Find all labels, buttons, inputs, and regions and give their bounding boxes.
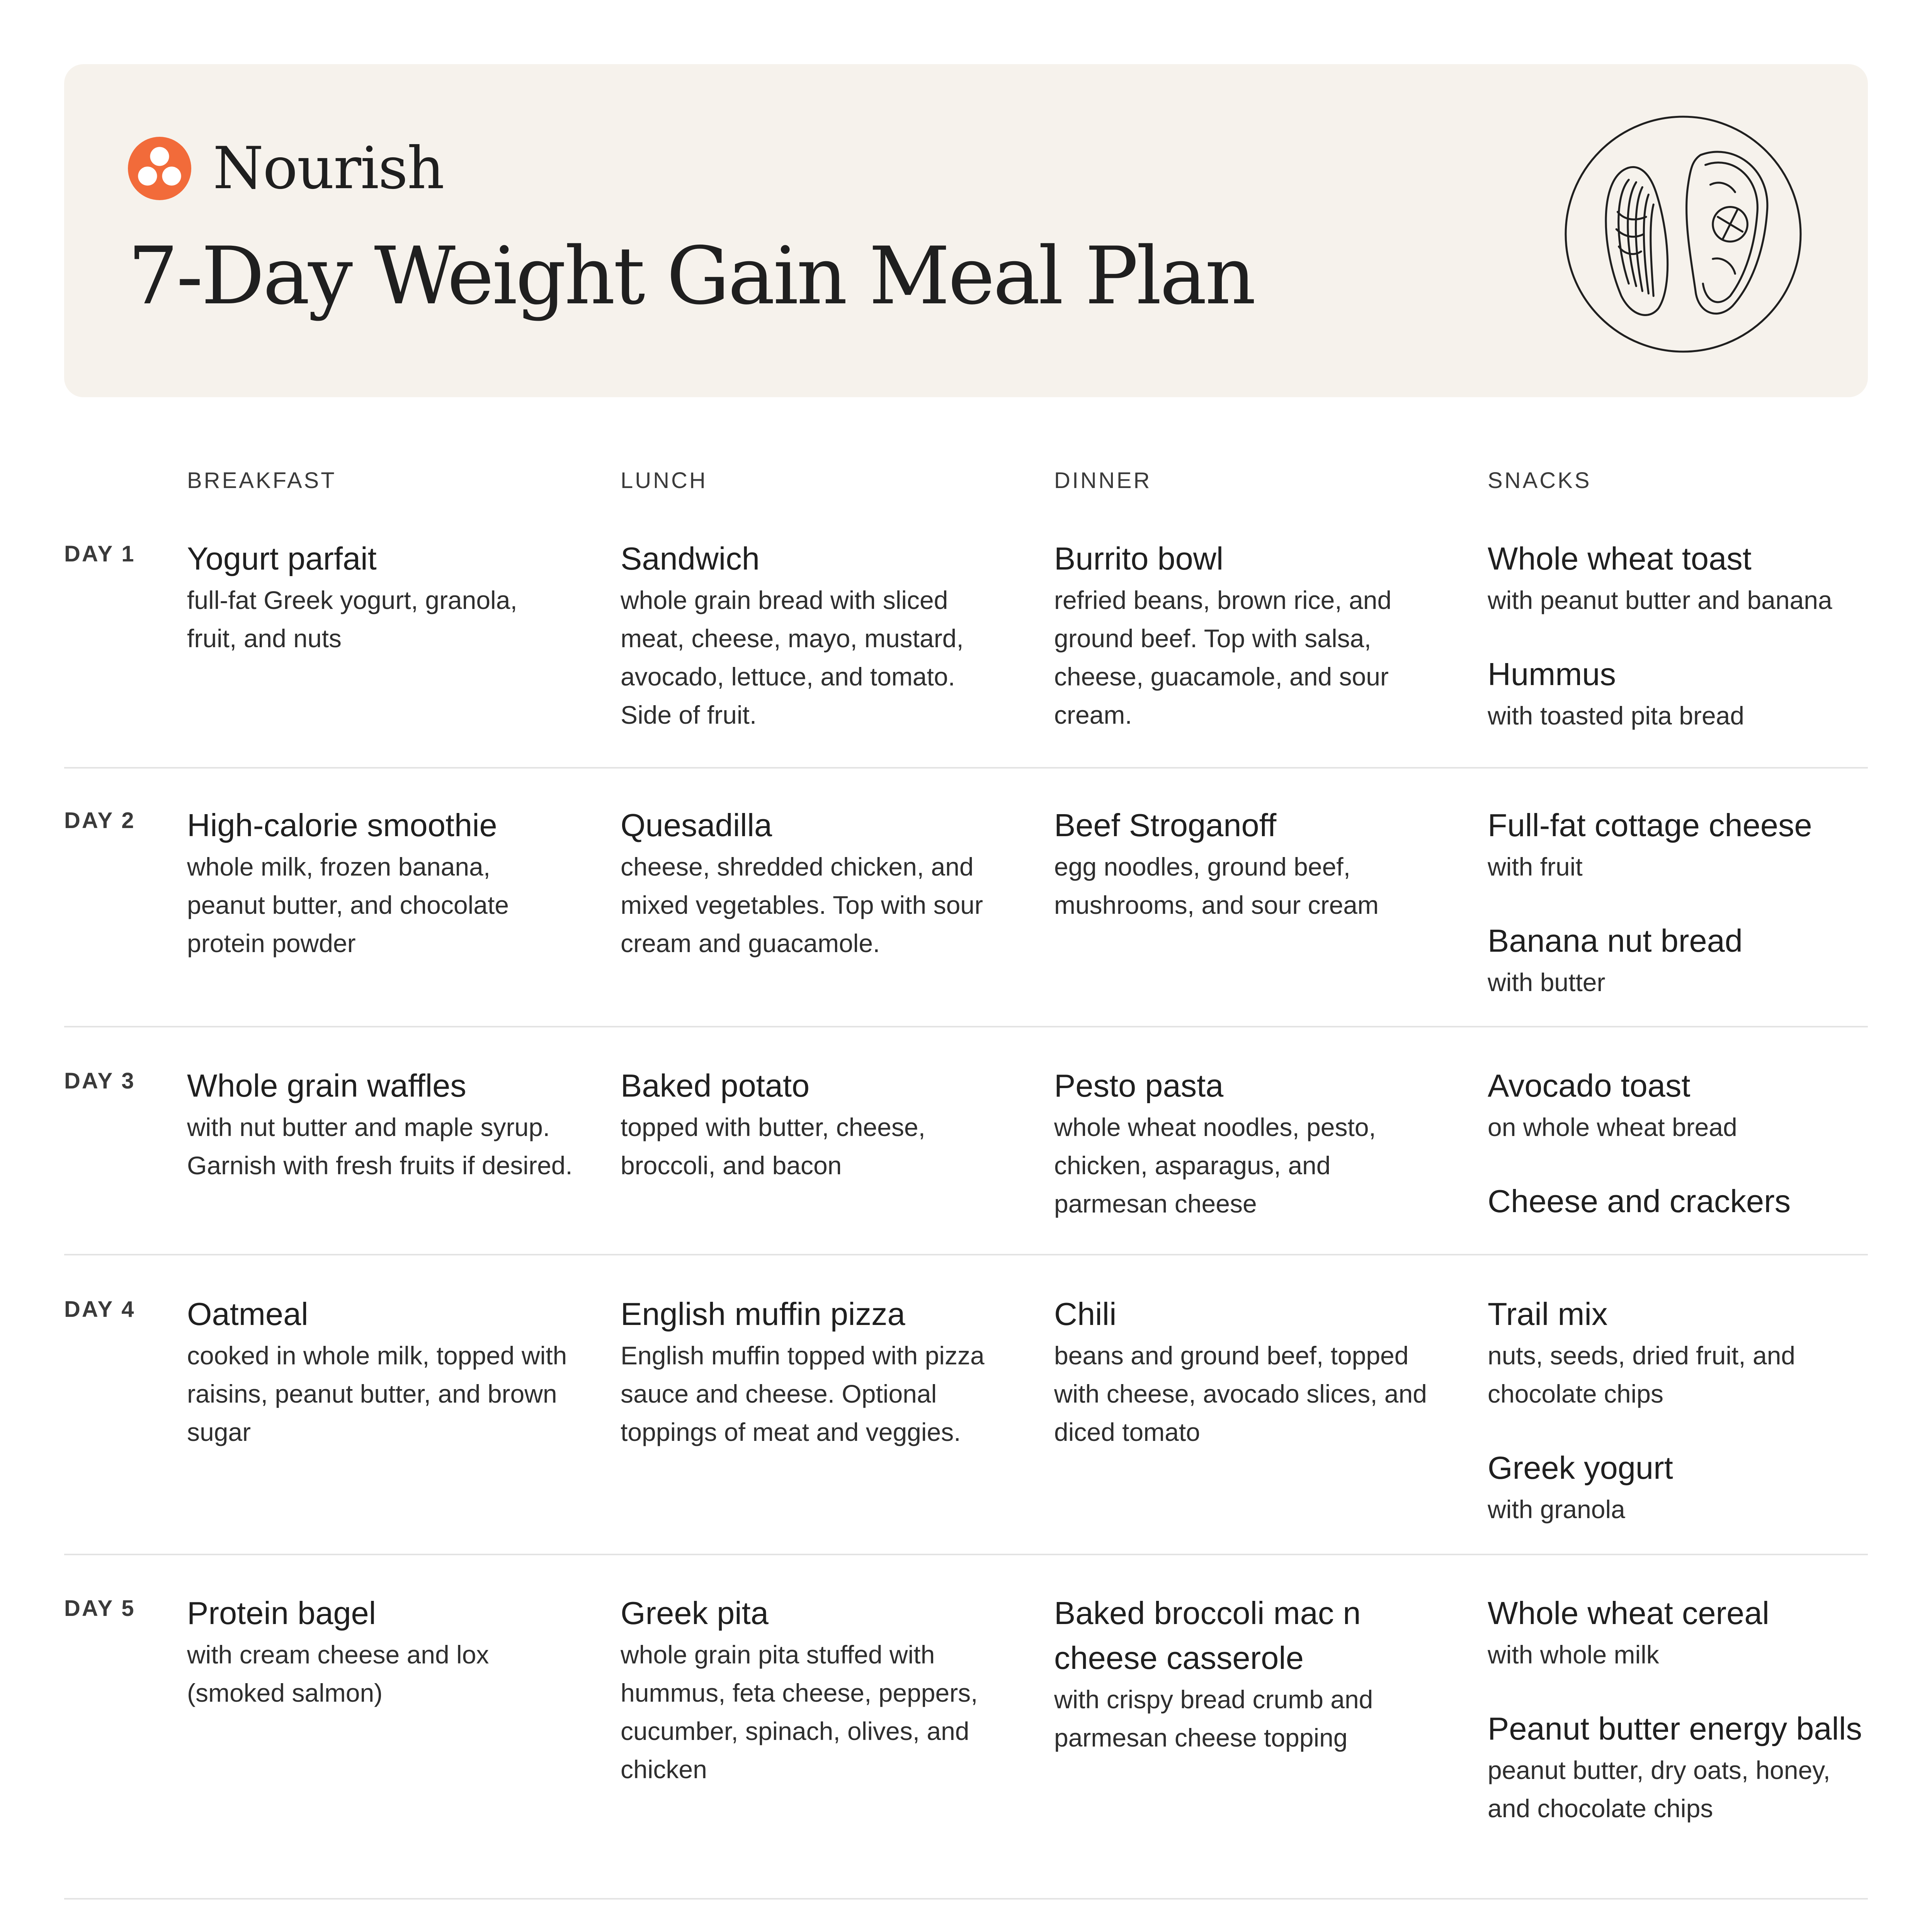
snack-description: with granola xyxy=(1488,1495,1625,1524)
brand xyxy=(128,135,444,202)
meal-description: beans and ground beef, topped with cheese, avocado slices, and diced tomato xyxy=(1054,1341,1427,1446)
header-banner xyxy=(64,64,1868,397)
lunch-cell xyxy=(621,1063,1007,1185)
snack-description: with toasted pita bread xyxy=(1488,701,1745,730)
meal-description: refried beans, brown rice, and ground beef. Top with salsa, cheese, guacamole, and sour cream. xyxy=(1054,586,1392,729)
snack-name: Peanut butter energy balls xyxy=(1488,1711,1862,1747)
snack-name: Whole wheat cereal xyxy=(1488,1595,1769,1631)
day-label: DAY 1 xyxy=(64,541,136,566)
lunch-cell xyxy=(621,1591,1007,1789)
meal-name: Protein bagel xyxy=(187,1595,376,1631)
meal-name: Pesto pasta xyxy=(1054,1068,1224,1104)
snack-name: Hummus xyxy=(1488,656,1616,692)
meal-description: cheese, shredded chicken, and mixed vegetables. Top with sour cream and guacamole. xyxy=(621,852,983,957)
snack-item xyxy=(1488,536,1868,619)
snack-description: with fruit xyxy=(1488,852,1583,881)
day-label: DAY 5 xyxy=(64,1596,136,1621)
meal-name: Yogurt parfait xyxy=(187,541,377,577)
row-divider xyxy=(64,1026,1868,1027)
snack-description: with whole milk xyxy=(1488,1640,1659,1669)
row-divider xyxy=(64,767,1868,769)
dinner-cell xyxy=(1054,1063,1440,1223)
meal-name: High-calorie smoothie xyxy=(187,807,497,843)
meal-name: Baked broccoli mac n cheese casserole xyxy=(1054,1595,1361,1676)
snack-item xyxy=(1488,1591,1868,1674)
meal-name: Baked potato xyxy=(621,1068,810,1104)
snack-description: with butter xyxy=(1488,968,1605,997)
breakfast-cell xyxy=(187,1063,573,1185)
snack-item xyxy=(1488,652,1868,735)
page-title: 7-Day Weight Gain Meal Plan xyxy=(128,230,1254,322)
snack-description: on whole wheat bread xyxy=(1488,1113,1737,1141)
snacks-cell xyxy=(1488,1292,1868,1529)
dinner-cell xyxy=(1054,803,1440,924)
meal-description: with cream cheese and lox (smoked salmon) xyxy=(187,1640,489,1707)
breakfast-cell xyxy=(187,536,573,658)
meal-description: cooked in whole milk, topped with raisins, peanut butter, and brown sugar xyxy=(187,1341,567,1446)
snacks-cell xyxy=(1488,1591,1868,1828)
snack-item xyxy=(1488,1292,1868,1413)
snack-item xyxy=(1488,1063,1868,1146)
snack-item xyxy=(1488,918,1868,1002)
snack-item xyxy=(1488,1179,1868,1224)
meal-description: whole grain bread with sliced meat, cheese, mayo, mustard, avocado, lettuce, and tomato. Side of fruit. xyxy=(621,586,964,729)
meal-description: full-fat Greek yogurt, granola, fruit, and nuts xyxy=(187,586,517,653)
dinner-cell xyxy=(1054,1591,1440,1757)
meal-description: with crispy bread crumb and parmesan cheese topping xyxy=(1054,1685,1373,1752)
meal-description: with nut butter and maple syrup. Garnish with fresh fruits if desired. xyxy=(187,1113,573,1180)
breakfast-cell xyxy=(187,1591,573,1712)
snack-name: Avocado toast xyxy=(1488,1068,1690,1104)
column-header-dinner: DINNER xyxy=(1054,468,1152,493)
meal-name: English muffin pizza xyxy=(621,1296,905,1332)
snacks-cell xyxy=(1488,803,1868,1002)
meal-description: whole wheat noodles, pesto, chicken, asparagus, and parmesan cheese xyxy=(1054,1113,1376,1218)
lunch-cell xyxy=(621,1292,1007,1451)
row-divider xyxy=(64,1254,1868,1255)
dinner-cell xyxy=(1054,536,1440,734)
snacks-cell xyxy=(1488,536,1868,735)
meal-name: Greek pita xyxy=(621,1595,769,1631)
snack-item xyxy=(1488,1446,1868,1529)
snack-description: nuts, seeds, dried fruit, and chocolate chips xyxy=(1488,1341,1796,1408)
lunch-cell xyxy=(621,803,1007,963)
day-label: DAY 2 xyxy=(64,808,136,833)
row-divider xyxy=(64,1554,1868,1555)
breakfast-cell xyxy=(187,1292,573,1451)
meal-description: English muffin topped with pizza sauce and cheese. Optional toppings of meat and veggies. xyxy=(621,1341,985,1446)
snack-description: with peanut butter and banana xyxy=(1488,586,1832,614)
meal-name: Whole grain waffles xyxy=(187,1068,466,1104)
snack-name: Whole wheat toast xyxy=(1488,541,1752,577)
day-label: DAY 3 xyxy=(64,1068,136,1094)
column-header-snacks: SNACKS xyxy=(1488,468,1592,493)
breakfast-cell xyxy=(187,803,573,963)
meal-description: topped with butter, cheese, broccoli, and bacon xyxy=(621,1113,925,1180)
snack-name: Cheese and crackers xyxy=(1488,1183,1791,1219)
meal-name: Beef Stroganoff xyxy=(1054,807,1277,843)
snack-description: peanut butter, dry oats, honey, and chocolate chips xyxy=(1488,1756,1830,1823)
snack-name: Full-fat cottage cheese xyxy=(1488,807,1812,843)
meal-name: Chili xyxy=(1054,1296,1117,1332)
brand-name: Nourish xyxy=(213,135,444,202)
meal-description: whole grain pita stuffed with hummus, feta cheese, peppers, cucumber, spinach, olives, and chicken xyxy=(621,1640,978,1784)
lunch-cell xyxy=(621,536,1007,734)
column-header-breakfast: BREAKFAST xyxy=(187,468,337,493)
meal-description: egg noodles, ground beef, mushrooms, and sour cream xyxy=(1054,852,1379,919)
dinner-cell xyxy=(1054,1292,1440,1451)
meal-description: whole milk, frozen banana, peanut butter, and chocolate protein powder xyxy=(187,852,509,957)
column-header-lunch: LUNCH xyxy=(621,468,707,493)
snack-item xyxy=(1488,1706,1868,1828)
snacks-cell xyxy=(1488,1063,1868,1224)
meal-name: Sandwich xyxy=(621,541,760,577)
snack-name: Greek yogurt xyxy=(1488,1450,1673,1486)
meal-name: Burrito bowl xyxy=(1054,541,1224,577)
meal-name: Oatmeal xyxy=(187,1296,308,1332)
row-divider xyxy=(64,1898,1868,1900)
snack-item xyxy=(1488,803,1868,886)
plate-illustration-icon xyxy=(1560,111,1807,358)
snack-name: Banana nut bread xyxy=(1488,923,1743,959)
meal-name: Quesadilla xyxy=(621,807,772,843)
snack-name: Trail mix xyxy=(1488,1296,1608,1332)
nourish-logo-icon xyxy=(128,137,191,200)
day-label: DAY 4 xyxy=(64,1297,136,1322)
